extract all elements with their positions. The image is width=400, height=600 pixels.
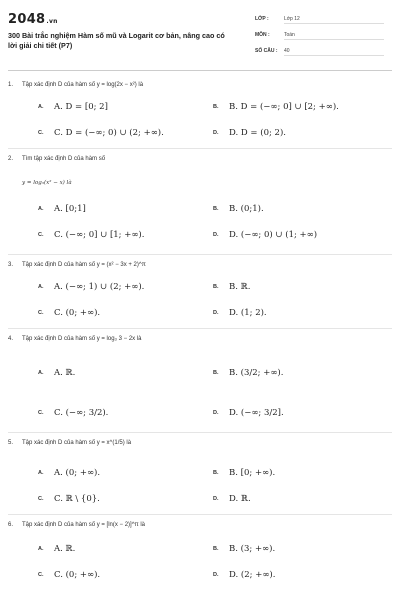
question-formula: y = log₃(x² − x) là <box>22 180 72 186</box>
question-divider <box>8 514 392 515</box>
question-divider <box>8 432 392 433</box>
question-number: 3. <box>8 262 14 268</box>
question-stem: 3. Tập xác định D của hàm số y = (x² − 3x + 2)^π <box>8 262 146 268</box>
document-title: 300 Bài trắc nghiệm Hàm số mũ và Logarit cơ bản, nâng cao có lời giải chi tiết (P7) <box>8 31 225 50</box>
meta-label-class: LỚP : <box>255 16 269 22</box>
document-header <box>0 0 400 70</box>
question-divider <box>8 254 392 255</box>
question-number: 5. <box>8 440 14 446</box>
question-number: 2. <box>8 156 14 162</box>
header-divider <box>8 70 392 71</box>
question-divider <box>8 328 392 329</box>
question-number: 6. <box>8 522 14 528</box>
question-divider <box>8 148 392 149</box>
meta-value-subject: Toán <box>284 32 384 40</box>
question-stem: 6. Tập xác định D của hàm số y = [ln(x − 2)]^π là <box>8 522 146 528</box>
question-stem: 4. Tập xác định D của hàm số y = log₃ 3 − 2x là <box>8 336 142 342</box>
question-stem: 5. Tập xác định D của hàm số y = x^(1/5) là <box>8 440 132 446</box>
question-stem: 1. Tập xác định D của hàm số y = log(2x − x²) là <box>8 82 144 88</box>
question-number: 1. <box>8 82 14 88</box>
meta-label-subject: MÔN : <box>255 32 270 38</box>
meta-value-count: 40 <box>284 48 384 56</box>
site-logo[interactable]: 2048.vn <box>8 12 58 27</box>
question-stem: 2. Tìm tập xác định D của hàm số <box>8 156 106 162</box>
meta-value-class: Lớp 12 <box>284 16 384 24</box>
question-number: 4. <box>8 336 14 342</box>
meta-label-count: SỐ CÂU : <box>255 48 278 54</box>
